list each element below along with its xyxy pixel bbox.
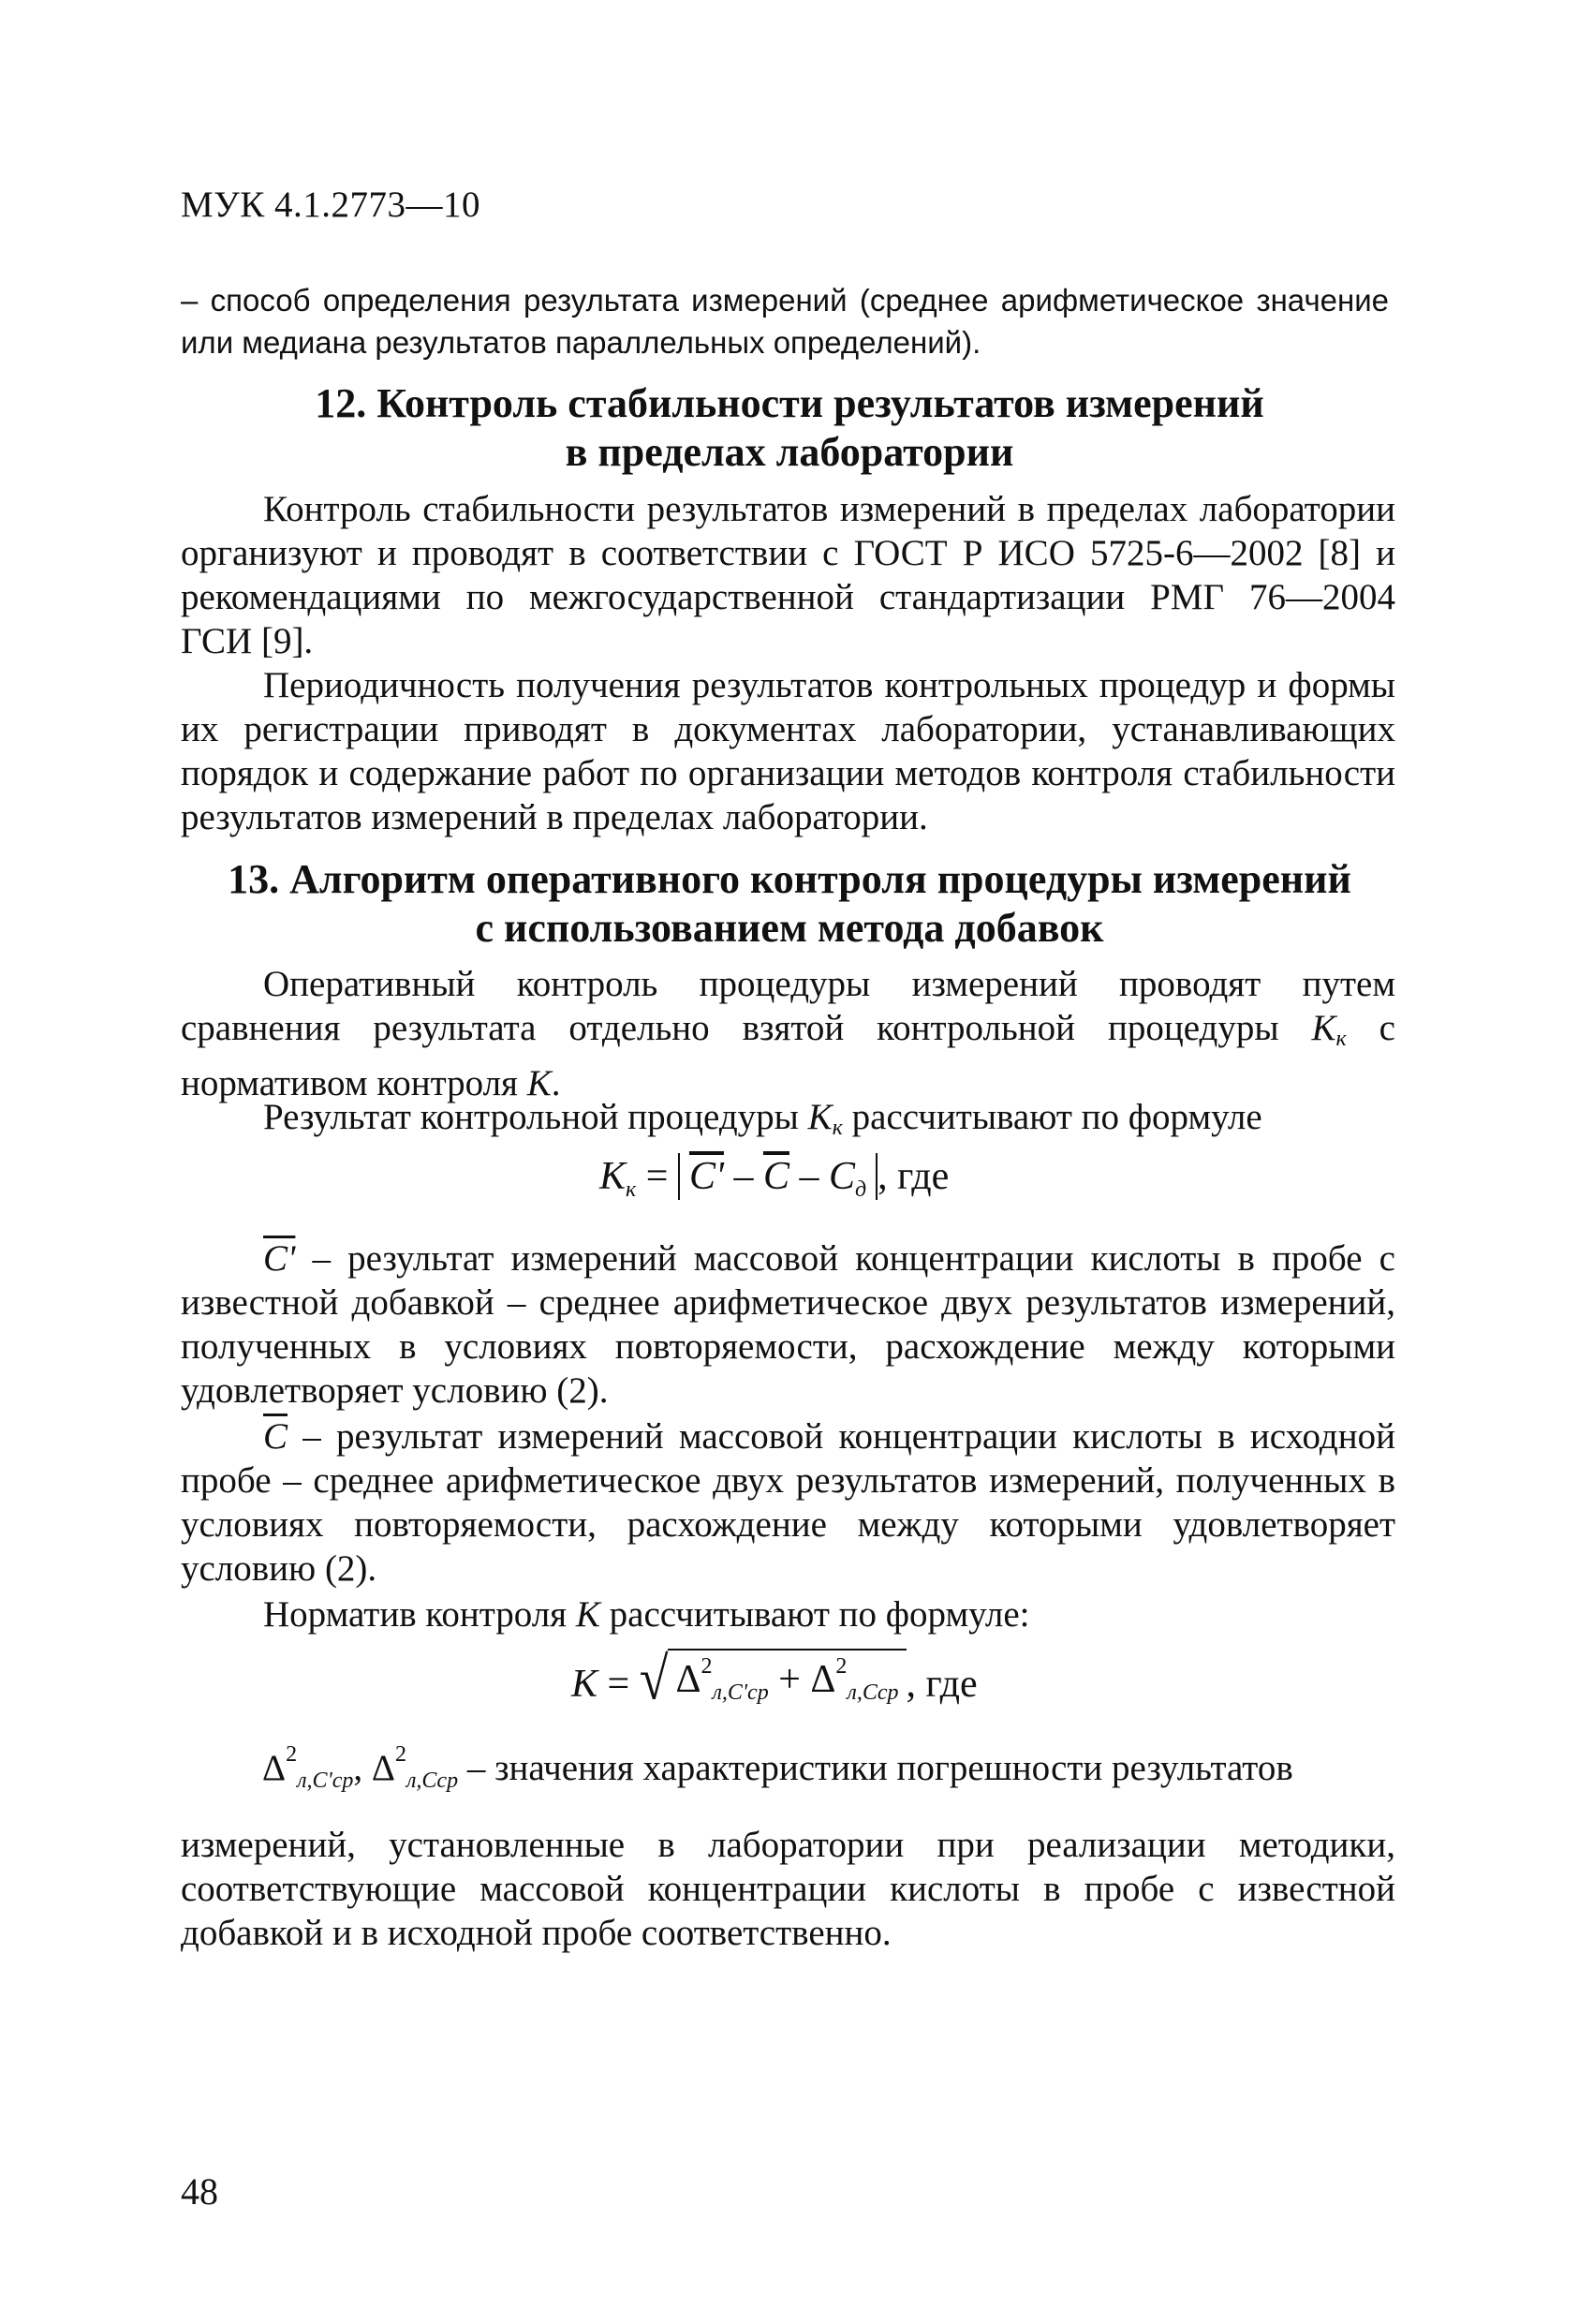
sqrt-icon: √ xyxy=(639,1646,669,1713)
symbol-k: K xyxy=(526,1063,552,1103)
formula-operator: , xyxy=(353,1748,372,1788)
formula-operator: – xyxy=(723,1155,763,1198)
formula-kk xyxy=(599,1154,1068,1203)
section-13-paragraph-3 xyxy=(181,1592,1395,1636)
intro-paragraph: – способ определения результата измерений (среднее арифметическое значение или медиана результатов параллельных определений). xyxy=(181,283,1389,360)
text-run: рассчитывают по формуле xyxy=(842,1097,1262,1137)
text-run: Оперативный контроль процедуры измерений проводят путем сравнения результата отдельно взятой контрольной процедуры xyxy=(181,964,1395,1048)
section-13-heading-line2: с использованием метода добавок xyxy=(475,905,1104,951)
formula-radicand xyxy=(668,1649,906,1706)
formula-sup: 2 xyxy=(394,1742,406,1767)
symbol-k: K xyxy=(575,1594,600,1635)
formula-sup: 2 xyxy=(835,1654,848,1679)
formula-symbol: $\overline{C}$ xyxy=(762,1155,789,1198)
formula-symbol: Δ xyxy=(810,1658,836,1701)
formula-symbol: $\overline{C}$ xyxy=(263,1416,288,1457)
symbol-sub: к xyxy=(832,1116,843,1140)
formula-symbol: C' xyxy=(688,1155,724,1198)
section-12-heading-line1: 12. Контроль стабильности результатов измерений xyxy=(315,380,1264,426)
text-run: Норматив контроля xyxy=(263,1594,576,1635)
formula-sub: к xyxy=(626,1177,637,1202)
section-13-paragraph-2 xyxy=(181,1095,1395,1150)
formula-sup: 2 xyxy=(286,1742,298,1767)
formula-symbol: C xyxy=(828,1155,855,1198)
formula-k xyxy=(571,1646,1133,1713)
definition-c-bar xyxy=(181,1414,1395,1591)
section-13-final-paragraph: измерений, установленные в лаборатории при реализации методики, соответствующие массовой концентрации кислоты в пробе с известной добавкой и в исходной пробе соответственно. xyxy=(181,1825,1395,1953)
formula-sub: л,C'ср xyxy=(712,1680,769,1705)
symbol-sub: к xyxy=(1335,1027,1347,1051)
formula-operator: – xyxy=(789,1155,829,1198)
formula-symbol: Δ xyxy=(371,1748,395,1788)
section-13-heading-line1: 13. Алгоритм оперативного контроля процедуры измерений xyxy=(228,856,1351,902)
formula-sub: л,Cср xyxy=(406,1769,459,1793)
formula-symbol: Δ xyxy=(262,1748,287,1788)
formula-abs-group xyxy=(678,1153,878,1200)
formula-symbol: Δ xyxy=(675,1658,701,1701)
symbol-k: K xyxy=(807,1097,833,1137)
formula-sup: 2 xyxy=(701,1654,713,1679)
text-run: Результат контрольной процедуры xyxy=(263,1097,808,1137)
text-run: . xyxy=(551,1063,561,1103)
formula-symbol: K xyxy=(599,1155,627,1198)
text-run: – результат измерений массовой концентрации кислоты в пробе с известной добавкой – среднее арифметическое двух результатов измерений, полученных в условиях повторяемости, расхождение между которыми удовлетворяет условию (2). xyxy=(181,1238,1395,1411)
formula-sub: д xyxy=(854,1177,867,1202)
definition-deltas xyxy=(262,1742,1395,1794)
formula-operator: = xyxy=(636,1155,678,1198)
section-12-paragraph-1: Контроль стабильности результатов измерений в пределах лаборатории организуют и проводят в соответствии с ГОСТ Р ИСО 5725-6—2002 [8] и рекомендациями по межгосударственной стандартизации РМГ 76—2004 ГСИ [9]. xyxy=(181,489,1395,661)
text-run: – значения характеристики погрешности результатов xyxy=(458,1748,1293,1788)
formula-operator: + xyxy=(768,1658,811,1701)
definition-c-prime xyxy=(181,1236,1395,1413)
running-header: МУК 4.1.2773—10 xyxy=(181,185,481,225)
text-run: рассчитывают по формуле: xyxy=(599,1594,1030,1635)
formula-sqrt xyxy=(639,1646,907,1713)
text-run: – результат измерений массовой концентрации кислоты в исходной пробе – среднее арифметическое двух результатов измерений, полученных в условиях повторяемости, расхождение между которыми удовлетворяет условию (2). xyxy=(181,1416,1395,1589)
formula-sub: л,Cср xyxy=(847,1680,899,1705)
symbol-k: K xyxy=(1311,1008,1336,1048)
formula-tail: , где xyxy=(906,1663,978,1706)
formula-symbol: C' xyxy=(263,1238,296,1279)
text-run: с нормативом контроля xyxy=(181,1008,1395,1103)
section-13-paragraph-1 xyxy=(181,962,1395,1105)
section-13-heading xyxy=(181,855,1398,953)
formula-operator: = xyxy=(597,1663,640,1706)
formula-sub: л,C'ср xyxy=(297,1769,354,1793)
section-12-heading xyxy=(181,379,1398,477)
section-12-paragraph-2: Периодичность получения результатов контрольных процедур и формы их регистрации приводят в документах лаборатории, устанавливающих порядок и содержание работ по организации методов контроля стабильности результатов измерений в пределах лаборатории. xyxy=(181,665,1395,837)
formula-tail: , где xyxy=(878,1155,950,1198)
page-number: 48 xyxy=(181,2170,218,2213)
section-12-heading-line2: в пределах лаборатории xyxy=(565,429,1014,475)
formula-symbol: K xyxy=(571,1663,598,1706)
